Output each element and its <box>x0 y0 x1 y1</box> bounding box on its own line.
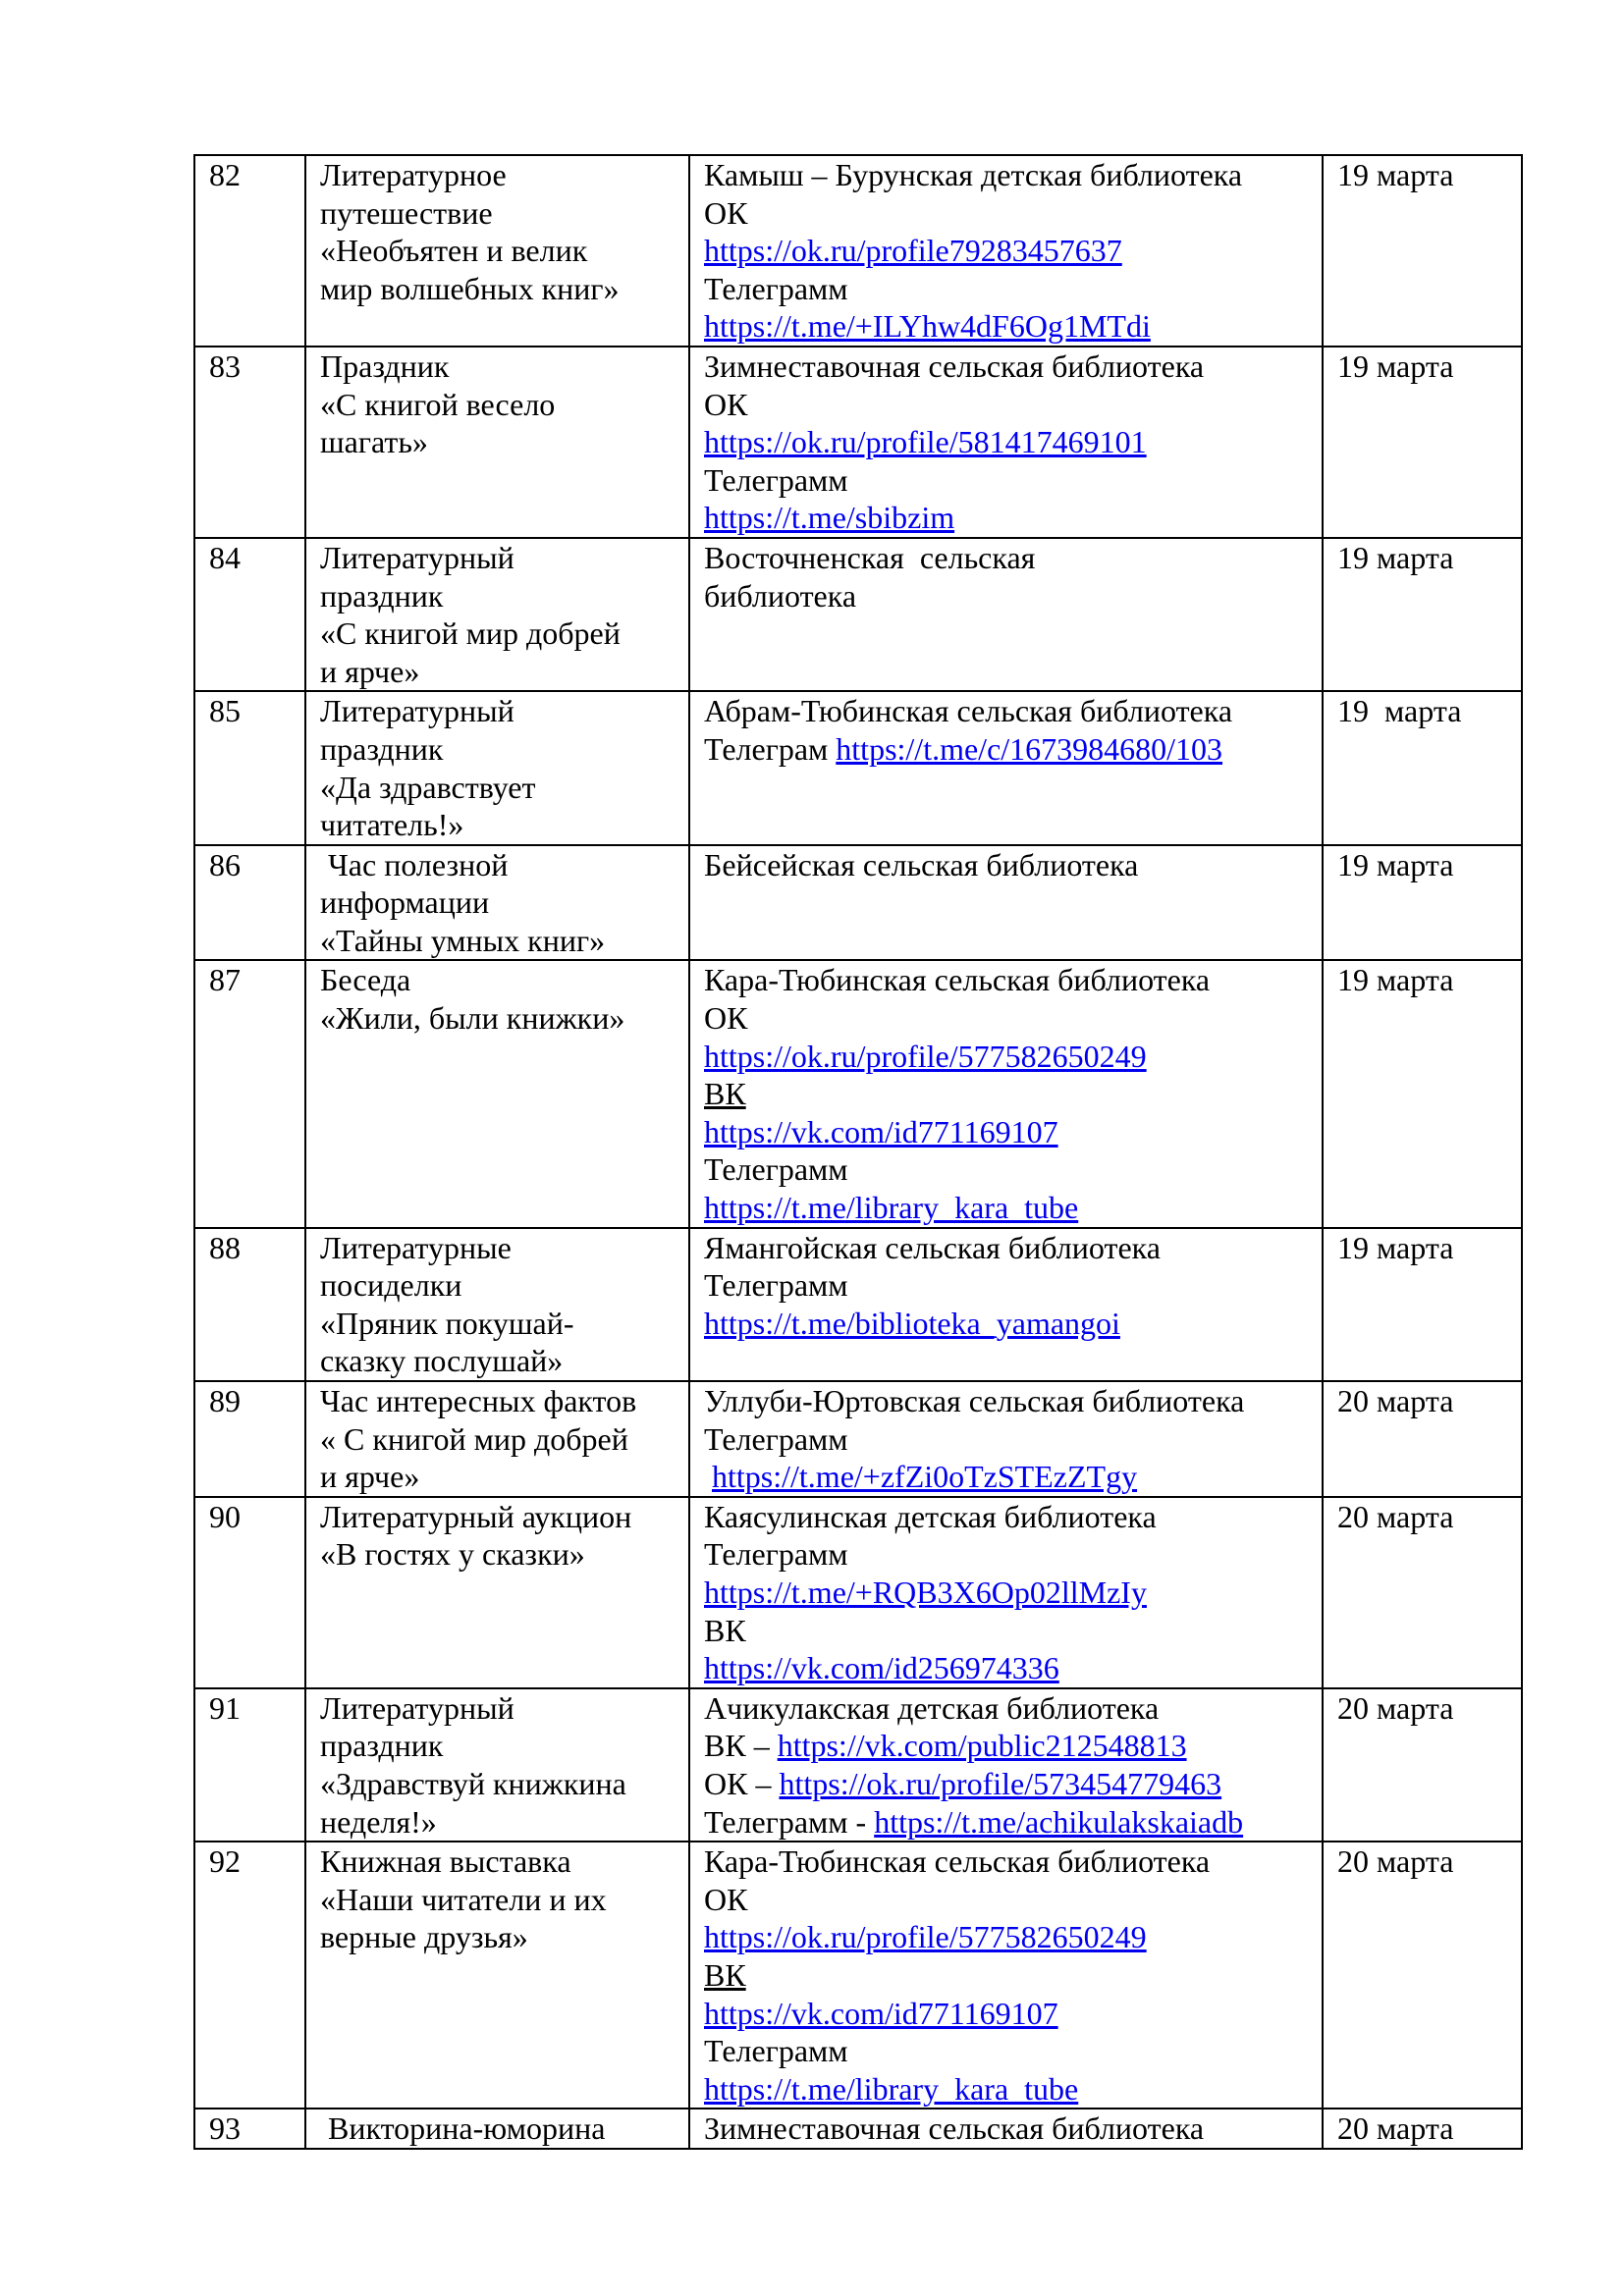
row-number-cell <box>194 347 305 538</box>
event-line: «Необъятен и велик <box>320 233 588 269</box>
library-line <box>704 1229 1322 1267</box>
social-link[interactable]: https://ok.ru/profile/577582650249 <box>704 1038 1147 1074</box>
date-cell <box>1323 155 1522 347</box>
event-line: неделя!» <box>320 1803 437 1840</box>
event-date: 19 марта <box>1337 347 1454 384</box>
event-line: посиделки <box>320 1267 462 1304</box>
row-number-cell <box>194 1497 305 1688</box>
row-number: 84 <box>209 539 241 575</box>
event-cell <box>305 960 689 1227</box>
event-line: Книжная выставка <box>320 1843 571 1880</box>
social-link[interactable]: https://t.me/+RQB3X6Op02llMzIy <box>704 1574 1147 1610</box>
event-line: Литературные <box>320 1229 512 1265</box>
event-line: «Жили, были книжки» <box>320 1000 625 1037</box>
library-line <box>704 1727 1322 1765</box>
library-line <box>704 270 1322 308</box>
row-number-cell <box>194 691 305 844</box>
library-line <box>704 1574 1322 1612</box>
library-text: Телеграмм <box>704 270 848 306</box>
table-row <box>194 845 1522 961</box>
table-row <box>194 2109 1522 2149</box>
event-line: Викторина-юморина <box>320 2110 606 2147</box>
row-number-cell <box>194 1842 305 2109</box>
event-line: информации <box>320 884 490 921</box>
row-number-cell <box>194 538 305 691</box>
library-cell <box>689 960 1323 1227</box>
event-line: и ярче» <box>320 1459 420 1495</box>
library-line <box>704 577 1322 615</box>
row-number: 93 <box>209 2110 241 2147</box>
library-line <box>704 1956 1322 1995</box>
events-table <box>193 154 1523 2150</box>
event-cell <box>305 691 689 844</box>
library-line <box>704 307 1322 346</box>
event-date: 20 марта <box>1337 1843 1454 1880</box>
event-line: и ярче» <box>320 653 420 689</box>
date-cell <box>1323 1688 1522 1842</box>
library-line <box>704 461 1322 500</box>
library-text: Бейсейская сельская библиотека <box>704 846 1139 882</box>
library-line <box>704 1420 1322 1459</box>
social-link[interactable]: https://ok.ru/profile79283457637 <box>704 233 1122 269</box>
date-cell <box>1323 691 1522 844</box>
event-date: 19 марта <box>1337 962 1454 998</box>
event-line: Беседа <box>320 962 411 998</box>
event-line: Литературный <box>320 693 514 729</box>
row-number: 85 <box>209 693 241 729</box>
library-cell <box>689 691 1323 844</box>
table-row <box>194 1497 1522 1688</box>
event-cell <box>305 1688 689 1842</box>
event-date: 19 марта <box>1337 157 1454 192</box>
library-line <box>704 1649 1322 1687</box>
library-cell <box>689 1497 1323 1688</box>
library-text: Телеграм <box>704 730 837 767</box>
library-text: Телеграмм - <box>704 1803 875 1840</box>
library-line <box>704 1881 1322 1919</box>
table-body <box>194 155 1522 2149</box>
date-cell <box>1323 1842 1522 2109</box>
row-number: 90 <box>209 1498 241 1534</box>
social-link[interactable]: https://t.me/c/1673984680/103 <box>836 730 1223 767</box>
table-row <box>194 960 1522 1227</box>
event-line: верные друзья» <box>320 1919 528 1955</box>
social-link[interactable]: https://ok.ru/profile/573454779463 <box>779 1765 1222 1801</box>
date-cell <box>1323 2109 1522 2149</box>
event-date: 19 марта <box>1337 1229 1454 1265</box>
event-line: «С книгой мир добрей <box>320 615 621 652</box>
library-line <box>704 1305 1322 1343</box>
event-date: 20 марта <box>1337 1383 1454 1418</box>
row-number-cell <box>194 155 305 347</box>
event-line: путешествие <box>320 194 493 231</box>
library-text: Уллуби-Юртовская сельская библиотека <box>704 1383 1245 1418</box>
event-line: Праздник <box>320 347 450 384</box>
library-line <box>704 1113 1322 1151</box>
row-number: 88 <box>209 1229 241 1265</box>
event-line: Час полезной <box>320 846 509 882</box>
library-cell <box>689 1842 1323 2109</box>
library-line <box>704 1150 1322 1189</box>
event-line: Час интересных фактов <box>320 1383 637 1418</box>
event-date: 20 марта <box>1337 2110 1454 2147</box>
library-cell <box>689 845 1323 961</box>
event-line: мир волшебных книг» <box>320 270 620 306</box>
library-text: Телеграмм <box>704 2033 848 2069</box>
library-text: Абрам-Тюбинская сельская библиотека <box>704 693 1233 729</box>
library-line <box>704 499 1322 537</box>
event-line: «Пряник покушай- <box>320 1305 574 1341</box>
row-number-cell <box>194 1381 305 1497</box>
social-link[interactable]: https://t.me/library_kara_tube <box>704 2070 1079 2107</box>
event-line: шагать» <box>320 424 428 460</box>
table-row <box>194 1381 1522 1497</box>
event-cell <box>305 1842 689 2109</box>
table-row <box>194 1228 1522 1381</box>
event-line: Литературный аукцион <box>320 1498 632 1534</box>
library-line <box>704 423 1322 461</box>
library-text: Телеграмм <box>704 1267 848 1304</box>
row-number: 92 <box>209 1843 241 1880</box>
library-text: Ямангойская сельская библиотека <box>704 1229 1161 1265</box>
row-number-cell <box>194 2109 305 2149</box>
library-text: ОК <box>704 1881 748 1917</box>
library-line <box>704 232 1322 270</box>
event-cell <box>305 1381 689 1497</box>
library-text: ВК – <box>704 1728 778 1764</box>
library-line <box>704 999 1322 1038</box>
date-cell <box>1323 1228 1522 1381</box>
library-line <box>704 347 1322 386</box>
library-cell <box>689 2109 1323 2149</box>
date-cell <box>1323 347 1522 538</box>
event-line: Литературный <box>320 1689 514 1726</box>
event-line: Литературный <box>320 539 514 575</box>
row-number: 86 <box>209 846 241 882</box>
library-line <box>704 386 1322 424</box>
library-text: Телеграмм <box>704 1420 848 1457</box>
library-text: ОК <box>704 1000 748 1037</box>
library-text: Восточненская сельская <box>704 539 1036 575</box>
library-text: Камыш – Бурунская детская библиотека <box>704 157 1243 192</box>
event-date: 20 марта <box>1337 1498 1454 1534</box>
library-line <box>704 961 1322 999</box>
event-line: праздник <box>320 730 444 767</box>
social-link[interactable]: https://t.me/achikulakskaiadb <box>874 1803 1244 1840</box>
library-line <box>704 2109 1322 2148</box>
library-cell <box>689 155 1323 347</box>
library-line <box>704 1803 1322 1842</box>
library-text: ВК <box>704 1956 746 1993</box>
library-line <box>704 1189 1322 1227</box>
library-text: ОК <box>704 386 748 422</box>
library-line <box>704 1612 1322 1650</box>
social-link[interactable]: https://vk.com/id256974336 <box>704 1650 1059 1686</box>
library-text: ОК – <box>704 1765 780 1801</box>
library-text: библиотека <box>704 577 857 614</box>
library-line <box>704 1382 1322 1420</box>
library-text: Каясулинская детская библиотека <box>704 1498 1157 1534</box>
library-line <box>704 2032 1322 2070</box>
library-line <box>704 846 1322 884</box>
library-line <box>704 1995 1322 2033</box>
event-cell <box>305 347 689 538</box>
event-line: «С книгой весело <box>320 386 556 422</box>
library-line <box>704 1458 1322 1496</box>
date-cell <box>1323 1381 1522 1497</box>
library-line <box>704 730 1322 769</box>
event-cell <box>305 1228 689 1381</box>
library-line <box>704 1765 1322 1803</box>
event-line: « С книгой мир добрей <box>320 1420 628 1457</box>
library-line <box>704 692 1322 730</box>
library-text: Телеграмм <box>704 1151 848 1188</box>
row-number: 89 <box>209 1383 241 1418</box>
library-line <box>704 1075 1322 1113</box>
event-line: сказку послушай» <box>320 1343 564 1379</box>
library-line <box>704 1498 1322 1536</box>
event-line: читатель!» <box>320 807 464 843</box>
social-link[interactable]: https://vk.com/id771169107 <box>704 1113 1058 1149</box>
event-line: «Тайны умных книг» <box>320 922 606 958</box>
row-number: 82 <box>209 157 241 192</box>
library-cell <box>689 1688 1323 1842</box>
row-number-cell <box>194 1688 305 1842</box>
event-cell <box>305 1497 689 1688</box>
library-cell <box>689 538 1323 691</box>
social-link[interactable]: https://t.me/sbibzim <box>704 500 955 536</box>
social-link[interactable]: https://ok.ru/profile/581417469101 <box>704 424 1147 460</box>
event-cell <box>305 538 689 691</box>
event-cell <box>305 155 689 347</box>
library-text: Телеграмм <box>704 1536 848 1573</box>
library-text: ВК <box>704 1612 746 1648</box>
event-date: 19 марта <box>1337 539 1454 575</box>
row-number: 87 <box>209 962 241 998</box>
table-row <box>194 347 1522 538</box>
library-line <box>704 1535 1322 1574</box>
library-text: Кара-Тюбинская сельская библиотека <box>704 1843 1211 1880</box>
date-cell <box>1323 1497 1522 1688</box>
event-line: «Наши читатели и их <box>320 1881 607 1917</box>
library-cell <box>689 1228 1323 1381</box>
row-number: 83 <box>209 347 241 384</box>
table-row <box>194 1688 1522 1842</box>
library-text: ОК <box>704 194 748 231</box>
library-line <box>704 156 1322 194</box>
social-link[interactable]: https://vk.com/id771169107 <box>704 1995 1058 2031</box>
library-line <box>704 1842 1322 1881</box>
date-cell <box>1323 538 1522 691</box>
library-text <box>704 1459 712 1494</box>
table-row <box>194 691 1522 844</box>
event-date: 19 марта <box>1337 693 1462 729</box>
library-text: Зимнеставочная сельская библиотека <box>704 347 1205 384</box>
social-link[interactable]: https://t.me/biblioteka_yamangoi <box>704 1305 1120 1341</box>
event-line: «В гостях у сказки» <box>320 1536 585 1573</box>
event-line: «Да здравствует <box>320 769 536 805</box>
row-number-cell <box>194 1228 305 1381</box>
table-row <box>194 155 1522 347</box>
library-line <box>704 2070 1322 2109</box>
social-link[interactable]: https://ok.ru/profile/577582650249 <box>704 1919 1147 1955</box>
event-cell <box>305 2109 689 2149</box>
library-line <box>704 1918 1322 1956</box>
social-link[interactable]: https://t.me/library_kara_tube <box>704 1190 1079 1226</box>
date-cell <box>1323 960 1522 1227</box>
row-number-cell <box>194 845 305 961</box>
event-date: 19 марта <box>1337 846 1454 882</box>
event-line: праздник <box>320 577 444 614</box>
social-link[interactable]: https://t.me/+ILYhw4dF6Og1MTdi <box>704 308 1151 345</box>
library-text: ВК <box>704 1076 746 1112</box>
social-link[interactable]: https://t.me/+zfZi0oTzSTEzZTgy <box>712 1459 1138 1495</box>
library-line <box>704 1038 1322 1076</box>
library-line <box>704 1266 1322 1305</box>
table-row <box>194 538 1522 691</box>
library-line <box>704 1689 1322 1728</box>
event-date: 20 марта <box>1337 1689 1454 1726</box>
event-cell <box>305 845 689 961</box>
library-cell <box>689 347 1323 538</box>
date-cell <box>1323 845 1522 961</box>
event-line: «Здравствуй книжкина <box>320 1765 626 1801</box>
table-row <box>194 1842 1522 2109</box>
library-text: Зимнеставочная сельская библиотека <box>704 2110 1205 2147</box>
row-number: 91 <box>209 1689 241 1726</box>
row-number-cell <box>194 960 305 1227</box>
library-line <box>704 539 1322 577</box>
library-cell <box>689 1381 1323 1497</box>
social-link[interactable]: https://vk.com/public212548813 <box>777 1728 1187 1764</box>
event-line: Литературное <box>320 157 507 192</box>
library-text: Ачикулакская детская библиотека <box>704 1689 1160 1726</box>
library-line <box>704 194 1322 233</box>
library-text: Кара-Тюбинская сельская библиотека <box>704 962 1211 998</box>
event-line: праздник <box>320 1728 444 1764</box>
library-text: Телеграмм <box>704 461 848 498</box>
